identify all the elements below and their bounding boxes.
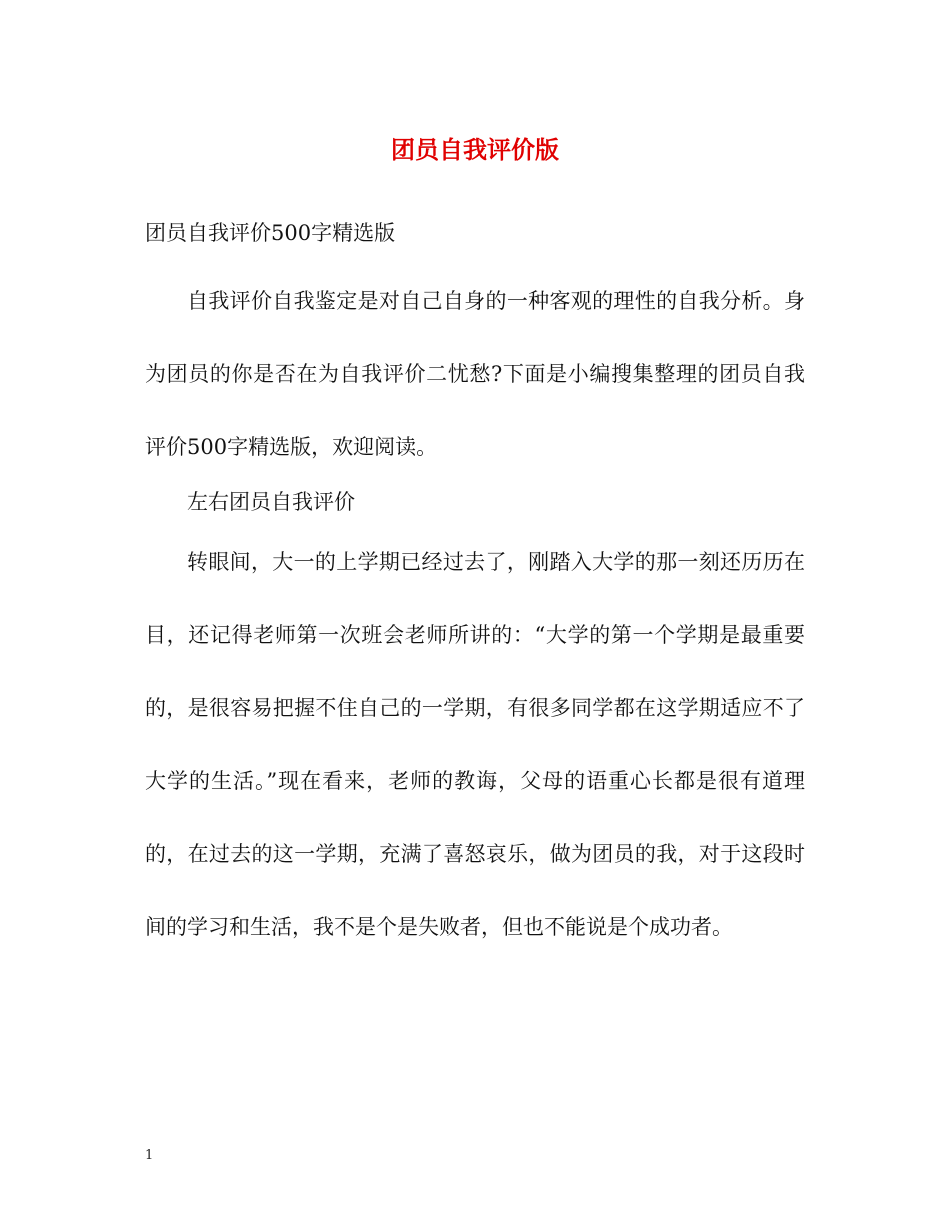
- document-subtitle: 团员自我评价500字精选版: [145, 221, 396, 245]
- intro-paragraph: 自我评价自我鉴定是对自己自身的一种客观的理性的自我分析。身为团员的你是否在为自我评价二忧愁?下面是小编搜集整理的团员自我评价500字精选版，欢迎阅读。: [145, 289, 805, 459]
- body-paragraph: 转眼间，大一的上学期已经过去了，刚踏入大学的那一刻还历历在目，还记得老师第一次班会老师所讲的：“大学的第一个学期是最重要的，是很容易把握不住自己的一学期，有很多同学都在这学期适应不了大学的生活。”现在看来，老师的教诲，父母的语重心长都是很有道理的，在过去的这一学期，充满了喜怒哀乐，做为团员的我，对于这段时间的学习和生活，我不是个是失败者，但也不能说是个成功者。: [145, 550, 805, 939]
- section-heading: 左右团员自我评价: [187, 490, 355, 514]
- page-number: 1: [145, 1148, 154, 1163]
- document-title: 团员自我评价版: [391, 135, 559, 164]
